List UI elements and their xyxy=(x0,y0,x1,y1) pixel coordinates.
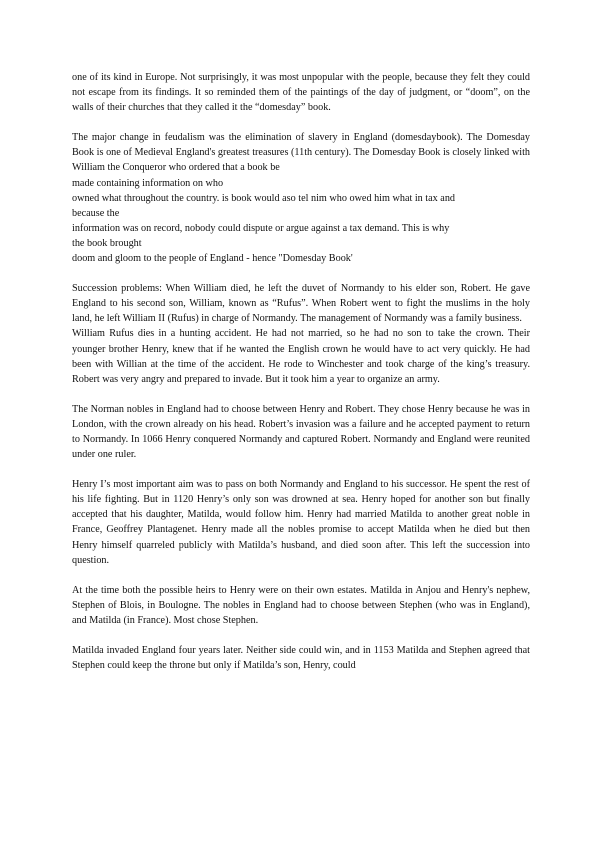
paragraph-domesday-intro: one of its kind in Europe. Not surprisingly, it was most unpopular with the people, because they felt they could not escape from its findings. It so reminded them of the paintings of the day of judgment, or “doom”, on the walls of their churches that they called it the “domesday” book. xyxy=(72,72,530,114)
text-line: because the xyxy=(72,207,120,219)
paragraph-henry-succession: Henry I’s most important aim was to pass on both Normandy and England to his successor. He spent the rest of his life fighting. But in 1120 Henry’s only son was drowned at sea. Henry hoped for another son but finally accepted that his daughter, Matilda, would follow him. Henry had married Matilda to another great noble in France, Geoffrey Plantagenet. Henry made all the nobles promise to accept Matilda when he died but then Henry himself quarreled publicly with Matilda’s husband, and died soon after. This left the succession into question. xyxy=(72,479,530,566)
paragraph-domesday-book-text: The major change in feudalism was the elimination of slavery in England (domesdaybook). The Domesday Book is one of Medieval England's greatest treasures (11th century). The Domesday Book is closely linked with William the Conqueror who ordered that a book be xyxy=(72,132,530,174)
text-line: owned what throughout the country. is book would aso tel nim who owed him what in tax and xyxy=(72,192,456,204)
paragraph-william-rufus: William Rufus dies in a hunting accident. He had not married, so he had no son to take the crown. Their younger brother Henry, knew that if he wanted the English crown he would have to act very quickly. He had been with Willian at the time of the accident. He rode to Winchester and took charge of the king’s treasury. Robert was very angry and prepared to invade. But it took him a year to organize an army. xyxy=(72,328,530,385)
paragraph-norman-nobles: The Norman nobles in England had to choose between Henry and Robert. They chose Henry because he was in London, with the crown already on his head. Robert’s invasion was a failure and he accepted payment to return to Normandy. In 1066 Henry conquered Normandy and captured Robert. Normandy and England were reunited under one ruler. xyxy=(72,403,530,461)
text-line: the book brought xyxy=(72,237,142,249)
paragraph-heirs-estates: At the time both the possible heirs to Henry were on their own estates. Matilda in Anjou and Henry's nephew, Stephen of Blois, in Boulogne. The nobles in England had to choose between Stephen (who was in England), and Matilda (in France). Most chose Stephen. xyxy=(72,584,530,626)
document-page xyxy=(72,70,530,688)
text-line: made containing information on who xyxy=(72,177,224,189)
text-line: information was on record, nobody could dispute or argue against a tax demand. This is why xyxy=(72,222,450,234)
paragraph-succession-problems: Succession problems: When William died, he left the duvet of Normandy to his elder son, Robert. He gave England to his second son, William, known as “Rufus”. When Robert went to fight the muslims in the holy land, he left William II (Rufus) in charge of Normandy. The management of Normandy was a family business. xyxy=(72,283,530,325)
paragraph-domesday-book xyxy=(72,130,530,266)
text-line: doom and gloom to the people of England - hence "Domesday Book' xyxy=(72,253,353,265)
paragraph-matilda-invasion: Matilda invaded England four years later. Neither side could win, and in 1153 Matilda and Stephen agreed that Stephen could keep the throne but only if Matilda’s son, Henry, could xyxy=(72,645,530,672)
